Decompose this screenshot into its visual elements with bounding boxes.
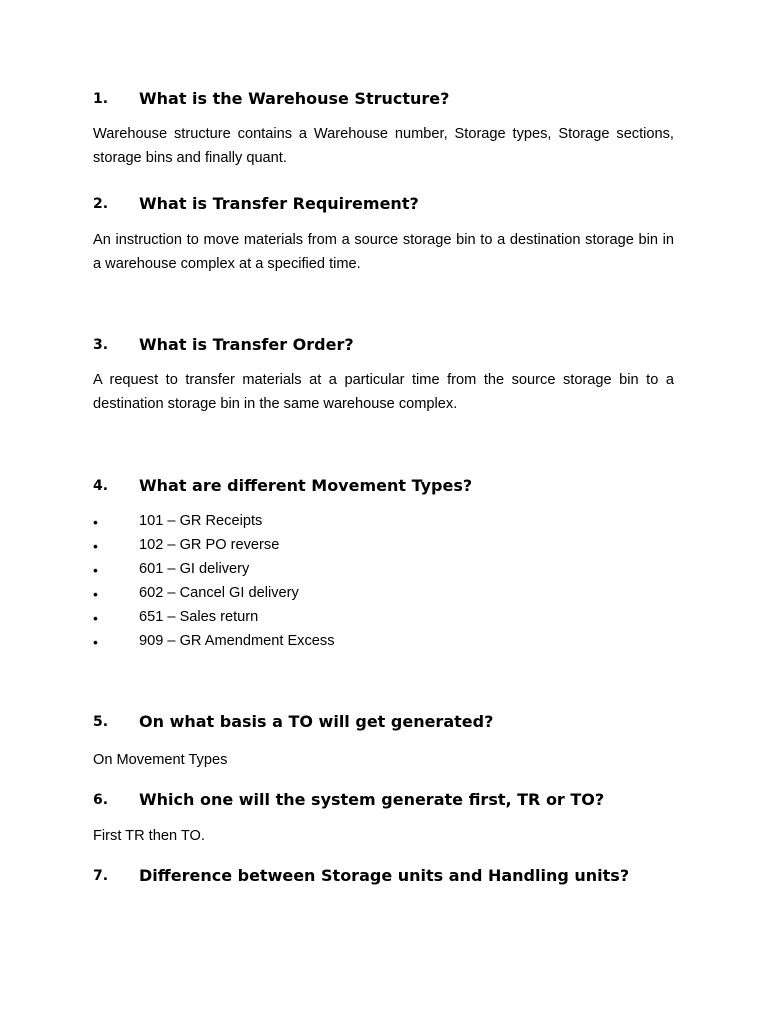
movement-type-item: 101 – GR Receipts: [139, 513, 263, 529]
movement-type-item: 601 – GI delivery: [139, 561, 250, 577]
movement-type-item: 909 – GR Amendment Excess: [139, 633, 335, 649]
movement-type-item: 602 – Cancel GI delivery: [139, 585, 299, 601]
question-1-answer: Warehouse structure contains a Warehouse number, Storage types, Storage sections, storage bins and finally quant.: [93, 126, 674, 166]
question-2-answer: An instruction to move materials from a source storage bin to a destination storage bin in a warehouse complex at a specified time.: [93, 232, 674, 272]
bullet-dot: •: [93, 586, 98, 602]
question-7-number: 7.: [93, 868, 109, 884]
question-3-number: 3.: [93, 337, 109, 353]
movement-type-item: 102 – GR PO reverse: [139, 537, 280, 553]
bullet-dot: •: [93, 562, 98, 578]
question-2-number: 2.: [93, 196, 109, 212]
movement-type-item: 651 – Sales return: [139, 609, 259, 625]
bullet-dot: •: [93, 538, 98, 554]
question-7-title: Difference between Storage units and Handling units?: [139, 866, 630, 885]
question-1-number: 1.: [93, 91, 109, 107]
question-4-title: What are different Movement Types?: [139, 476, 473, 495]
question-3-title: What is Transfer Order?: [139, 335, 354, 354]
question-5-title: On what basis a TO will get generated?: [139, 712, 494, 731]
question-4-number: 4.: [93, 478, 109, 494]
question-5-number: 5.: [93, 714, 109, 730]
question-1-title: What is the Warehouse Structure?: [139, 89, 450, 108]
bullet-dot: •: [93, 634, 98, 650]
question-6-title: Which one will the system generate first, TR or TO?: [139, 790, 605, 809]
question-6-number: 6.: [93, 792, 109, 808]
question-3-answer: A request to transfer materials at a particular time from the source storage bin to a destination storage bin in the same warehouse complex.: [93, 372, 674, 412]
question-6-answer: First TR then TO.: [93, 828, 205, 844]
question-5-answer: On Movement Types: [93, 752, 228, 768]
bullet-dot: •: [93, 514, 98, 530]
bullet-dot: •: [93, 610, 98, 626]
question-2-title: What is Transfer Requirement?: [139, 194, 419, 213]
